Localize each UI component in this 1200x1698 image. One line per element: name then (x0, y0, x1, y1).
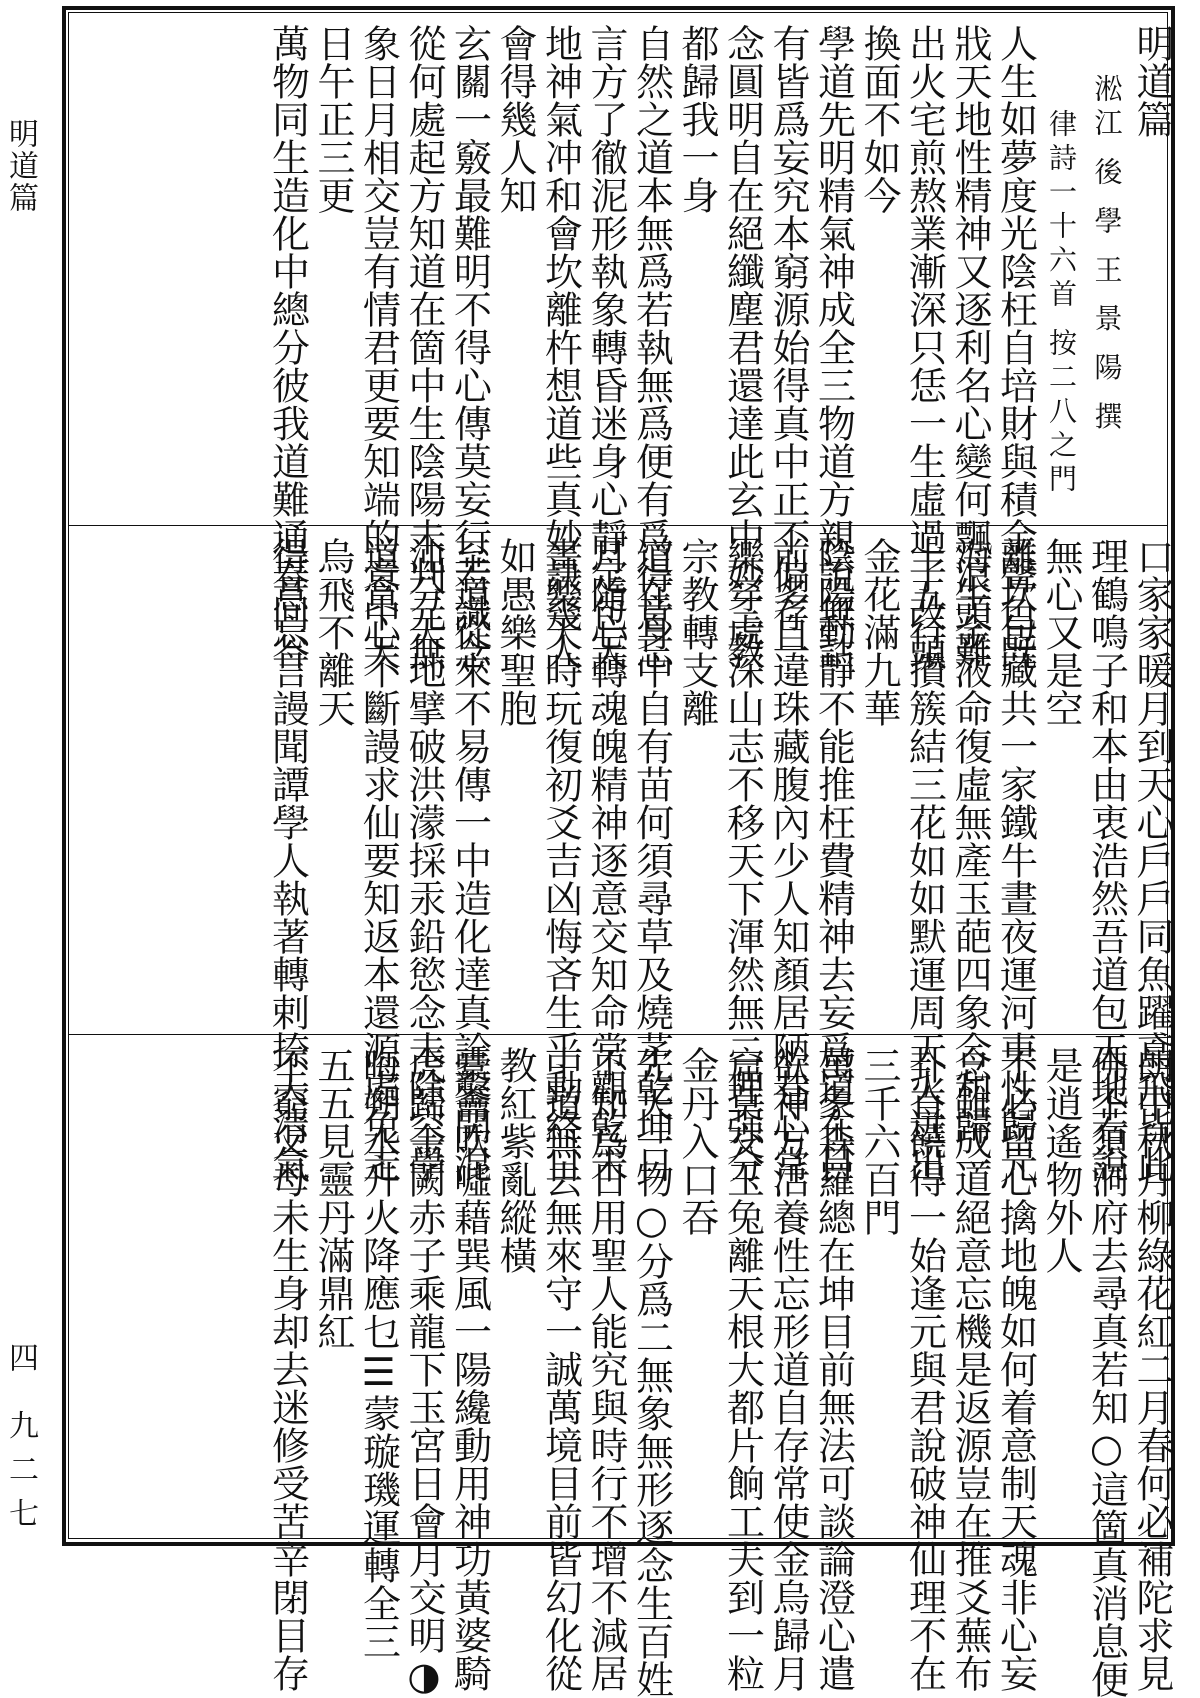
text-column: 萬物同生造化中總分彼我道難通春回谷 (265, 24, 310, 670)
text-column: 離坎包藏共一家鐵牛晝夜運河車性歸元 (993, 537, 1038, 1183)
text-column: 得意忘言謾聞譚學人執著轉剌捺天清氣 (265, 537, 310, 1183)
text-column: 都歸我一身 (675, 24, 719, 214)
text-column: 會得幾人知 (493, 24, 537, 214)
text-column: 道在身中自有苗何須尋草及燒茅乾坤日 (629, 537, 674, 1183)
text-column: 不窮父母未生身却去迷修受苦辛閉目存 (265, 1046, 310, 1692)
text-column: 五五見靈丹滿鼎紅 (311, 1046, 355, 1350)
text-column: 先天一物○分爲二無象無形逐念生百姓 (629, 1046, 674, 1698)
text-panel-3 (70, 1036, 1174, 1698)
text-column: 律詩一十六首 按二八之門 (1045, 109, 1078, 498)
text-column: 不知爲日用聖人能究與時行不增不減居 (584, 1046, 628, 1692)
text-column: 從何處起方知道在箇中生陰陽未判元無 (402, 24, 446, 670)
text-column: 淞江 後 學 王 景 陽 撰 (1090, 74, 1124, 436)
text-column: 陰陽動靜不能推枉費精神去妄爲道在目 (811, 537, 856, 1183)
text-column: 地神氣冲和會坎離杵想道些真妙訣幾人 (538, 24, 583, 670)
text-column: 是逍遙物外人 (1039, 1046, 1083, 1274)
text-column: 欲神方活養性忘形道自存常使金烏歸月 (766, 1046, 810, 1692)
text-column: 出火宅煎熬業漸深只恁一生虛過了改頭 (902, 24, 947, 670)
text-column: 樂穿處深山志不移天下渾然無二理强分 (720, 537, 765, 1183)
text-column: 卦直饒得一始逢元與君說破神仙理不在 (902, 1046, 947, 1692)
text-column: 虎歸金闕赤子乘龍下玉宮日會月交明◑ (402, 1046, 446, 1698)
text-column: 中道無去無來守一誠萬境目前皆幻化從 (538, 1046, 583, 1692)
text-column: 日午正三更 (311, 24, 355, 214)
text-column: 金花滿九華 (857, 537, 901, 727)
text-column: 人生如夢度光陰枉自培財與積金聲色旣 (993, 24, 1038, 670)
text-column: 換面不如今 (857, 24, 901, 214)
text-column: 不必留心擒地魄如何着意制天魂非心妄 (993, 1046, 1038, 1692)
text-column: 自然之道本無爲若執無爲便有爲得意忘 (629, 24, 674, 670)
text-column: 窟莫交玉兔離天根大都片餉工夫到一粒 (720, 1046, 765, 1692)
text-column: 道貪心不斷謾求仙要知返本還源處免走 (356, 537, 401, 1183)
text-column: 畫樂天時玩復初爻吉凶悔吝生乎動終日 (538, 537, 583, 1183)
text-column: 學道先明精氣神成全三物道方親說無詁 (811, 24, 856, 670)
text-column: 至道從來不易傳一中造化達真詮鑿開混 (447, 537, 492, 1183)
text-column: 烏飛不離天 (311, 537, 355, 727)
text-column: 玄關一竅最難明不得心傳莫妄行若識念 (447, 24, 492, 670)
text-column: 橐籥吹噓藉巽風一陽纔動用神功黃婆騎 (447, 1046, 492, 1692)
text-column: 海生金液命復虛無產玉葩四象合和歸一 (948, 537, 992, 1183)
text-column: 理鶴鳴子和本由衷浩然吾道包天地若說 (1084, 537, 1129, 1183)
text-column: 如愚樂聖胞 (493, 537, 537, 727)
text-column: 口家家暖月到天心戶戶同魚躍鳶飛皆此 (1130, 537, 1174, 1183)
text-column: 明道篇 (1130, 24, 1174, 138)
text-column: 念圓明自在絕纖塵君還達此玄中妙三教 (720, 24, 765, 670)
text-column: 有皆爲妄究本窮源始得真中正不偏存一 (766, 24, 810, 670)
text-column: 言方了徹泥形執象轉昏迷身心靜定包天 (584, 24, 628, 670)
text-column: 佛不須洞府去尋真若知○這箇真消息便 (1084, 1046, 1129, 1698)
text-column: 沌分天地擘破洪濛採汞鉛慾念未除空學 (402, 537, 446, 1183)
text-column: 萬象森羅總在坤目前無法可談論澄心遣 (811, 1046, 856, 1692)
text-column: 三千六百門 (857, 1046, 901, 1236)
text-column: 土五行攢簇結三花如如默運周天火迸出 (902, 537, 947, 1183)
text-column: 晦朔水升火降應乜☰蒙璇璣運轉全三 (356, 1046, 401, 1660)
text-column: 朗中秋月柳綠花紅二月春何必補陀求見 (1130, 1046, 1174, 1692)
text-column: 無心又是空 (1039, 537, 1083, 727)
text-column: 象日月相交豈有情君更要知端的意中天 (356, 24, 401, 670)
margin-title: 明道篇 (3, 118, 38, 214)
text-column: 月隨心轉魂魄精神逐意交知命常觀乾未 (584, 537, 628, 1183)
text-column: 念雖成道絕意忘機是返源豈在推爻蕪布 (948, 1046, 992, 1692)
text-column: 前多自違珠藏腹內少人知顏居陋巷心常 (766, 537, 810, 1183)
text-column: 宗教轉支離 (675, 537, 719, 727)
text-column: 戕天地性精神又逐利名心變何飄浪頭難 (948, 24, 992, 670)
text-column: 金丹入口吞 (675, 1046, 719, 1236)
text-column: 教紅紫亂縱橫 (493, 1046, 537, 1274)
margin-page-number: 四 九二七 (3, 1342, 38, 1542)
